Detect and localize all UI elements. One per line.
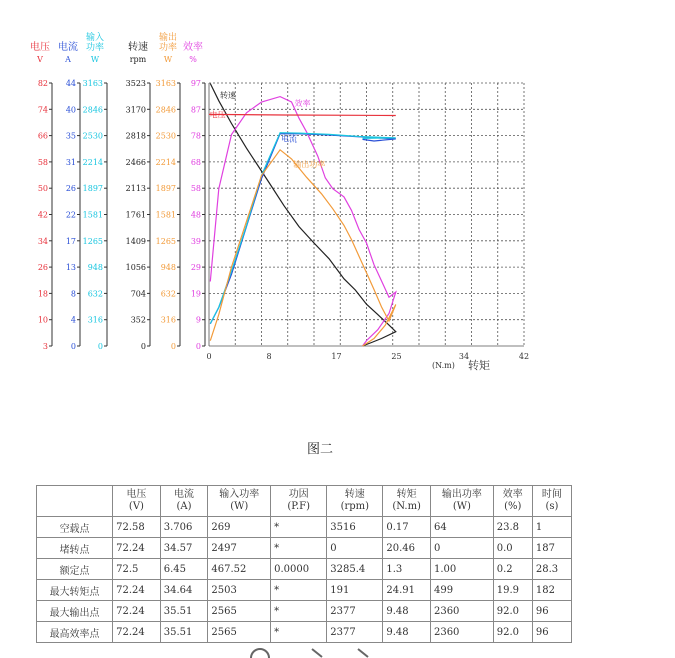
row-label: 空载点 bbox=[37, 517, 113, 538]
table-cell: 191 bbox=[327, 580, 383, 601]
axis-tick-label-output_power: 0 bbox=[170, 342, 176, 351]
column-header-name: 输出功率 bbox=[441, 489, 482, 500]
table-row bbox=[37, 538, 572, 559]
column-header-unit: (rpm) bbox=[340, 501, 370, 512]
column-header-unit: (V) bbox=[128, 501, 144, 512]
x-axis-unit: (N.m) bbox=[432, 361, 455, 370]
axis-tick-label-speed: 352 bbox=[130, 315, 146, 325]
table-cell: 0.0 bbox=[493, 538, 532, 559]
column-header-name: 转速 bbox=[344, 489, 365, 500]
axis-tick-label-current: 17 bbox=[65, 236, 76, 246]
row-label: 堵转点 bbox=[37, 538, 113, 559]
axis-tick-label-voltage: 34 bbox=[37, 236, 48, 246]
axis-tick-label-input_power: 1265 bbox=[82, 236, 103, 246]
table-cell: 1.00 bbox=[430, 559, 493, 580]
table-cell: * bbox=[271, 601, 327, 622]
axis-tick-label-efficiency: 78 bbox=[190, 131, 201, 141]
axis-tick-label-speed: 2466 bbox=[125, 157, 146, 167]
column-header bbox=[493, 486, 532, 517]
column-header bbox=[383, 486, 431, 517]
x-tick-label: 42 bbox=[518, 352, 530, 361]
table-cell: 2565 bbox=[208, 601, 271, 622]
cropped-navigation-icons bbox=[240, 644, 400, 658]
axis-tick-label-voltage: 3 bbox=[42, 342, 48, 351]
axis-tick-label-voltage: 50 bbox=[37, 184, 48, 194]
column-header-unit: (P.F) bbox=[287, 501, 310, 512]
table-cell: * bbox=[271, 538, 327, 559]
table-cell: 24.91 bbox=[383, 580, 431, 601]
table-cell: 35.51 bbox=[160, 601, 208, 622]
table-cell: 1 bbox=[532, 517, 571, 538]
x-tick-label: 0 bbox=[206, 352, 212, 361]
table-cell: 2360 bbox=[430, 601, 493, 622]
axis-tick-label-voltage: 26 bbox=[37, 263, 48, 273]
table-cell: 0.0000 bbox=[271, 559, 327, 580]
axis-title-current: 电流 bbox=[58, 42, 78, 53]
column-header-name: 电压 bbox=[126, 489, 147, 500]
table-cell: 3285.4 bbox=[327, 559, 383, 580]
series-label-current: 电流 bbox=[281, 134, 297, 144]
table-cell: 0.17 bbox=[383, 517, 431, 538]
table-cell: 9.48 bbox=[383, 622, 431, 643]
axis-tick-label-speed: 3523 bbox=[125, 79, 146, 88]
axis-tick-label-input_power: 316 bbox=[87, 315, 103, 325]
table-cell: 2497 bbox=[208, 538, 271, 559]
axis-tick-label-current: 35 bbox=[65, 131, 76, 141]
axis-tick-label-speed: 1409 bbox=[125, 236, 146, 246]
table-cell: 28.3 bbox=[532, 559, 571, 580]
axis-tick-label-efficiency: 9 bbox=[195, 315, 201, 325]
axis-tick-label-speed: 3170 bbox=[125, 105, 146, 115]
series-label-voltage: 电压 bbox=[209, 110, 226, 120]
axis-title-speed: 转速 bbox=[128, 42, 148, 53]
table-cell: 1.3 bbox=[383, 559, 431, 580]
table-cell: 23.8 bbox=[493, 517, 532, 538]
table-cell: 72.58 bbox=[113, 517, 161, 538]
table-cell: 2360 bbox=[430, 622, 493, 643]
column-header bbox=[208, 486, 271, 517]
axis-tick-label-speed: 0 bbox=[140, 342, 146, 351]
axis-tick-label-speed: 1056 bbox=[125, 263, 146, 273]
table-cell: 35.51 bbox=[160, 622, 208, 643]
table-cell: 19.9 bbox=[493, 580, 532, 601]
axis-tick-label-efficiency: 58 bbox=[190, 184, 201, 194]
axis-tick-label-output_power: 2846 bbox=[155, 105, 176, 115]
series-label-efficiency: 效率 bbox=[294, 98, 311, 108]
axis-tick-label-current: 8 bbox=[70, 289, 76, 299]
table-body bbox=[37, 517, 572, 643]
table-cell: 92.0 bbox=[493, 622, 532, 643]
axis-tick-label-speed: 2113 bbox=[125, 184, 146, 194]
column-header-name: 时间 bbox=[541, 489, 562, 500]
table-cell: 92.0 bbox=[493, 601, 532, 622]
row-label: 最大转矩点 bbox=[37, 580, 113, 601]
column-header bbox=[430, 486, 493, 517]
axis-tick-label-voltage: 42 bbox=[37, 210, 48, 220]
axis-tick-label-output_power: 1897 bbox=[155, 184, 176, 194]
axis-title-output_power: 功率 bbox=[158, 43, 178, 53]
axis-tick-label-current: 26 bbox=[65, 184, 76, 194]
table-row bbox=[37, 559, 572, 580]
axis-tick-label-speed: 704 bbox=[130, 289, 146, 299]
column-header bbox=[271, 486, 327, 517]
axis-tick-label-output_power: 2214 bbox=[155, 157, 176, 167]
axis-tick-label-voltage: 58 bbox=[37, 157, 48, 167]
column-header-name: 功因 bbox=[288, 489, 309, 500]
axis-tick-label-efficiency: 97 bbox=[190, 79, 201, 88]
axis-tick-label-voltage: 82 bbox=[37, 79, 48, 88]
axis-tick-label-input_power: 2214 bbox=[82, 157, 103, 167]
axis-tick-label-input_power: 2530 bbox=[82, 131, 103, 141]
table-cell: 0 bbox=[430, 538, 493, 559]
table-cell: * bbox=[271, 580, 327, 601]
row-label: 额定点 bbox=[37, 559, 113, 580]
axis-unit-input_power: W bbox=[90, 55, 100, 64]
axis-tick-label-input_power: 948 bbox=[87, 263, 103, 273]
axis-title-input_power: 输入 bbox=[85, 33, 105, 43]
column-header-unit: (A) bbox=[176, 501, 192, 512]
axis-tick-label-current: 0 bbox=[70, 342, 76, 351]
table-row bbox=[37, 622, 572, 643]
axis-unit-output_power: W bbox=[163, 55, 173, 64]
figure-caption: 图二 bbox=[306, 442, 333, 457]
column-header-unit: (N.m) bbox=[392, 501, 421, 512]
column-header-unit: (W) bbox=[452, 501, 471, 512]
axis-tick-label-output_power: 632 bbox=[160, 289, 176, 299]
axis-unit-voltage: V bbox=[37, 55, 43, 64]
column-header-unit: (s) bbox=[545, 501, 559, 512]
axis-tick-label-efficiency: 48 bbox=[190, 210, 201, 220]
x-tick-label: 34 bbox=[458, 352, 470, 361]
column-header bbox=[160, 486, 208, 517]
table-cell: 96 bbox=[532, 601, 571, 622]
axis-tick-label-current: 4 bbox=[70, 315, 76, 325]
axis-tick-label-efficiency: 19 bbox=[190, 289, 201, 299]
table-row bbox=[37, 517, 572, 538]
column-header-unit: (%) bbox=[504, 501, 522, 512]
table-cell: 72.24 bbox=[113, 601, 161, 622]
column-header bbox=[37, 486, 113, 517]
axis-tick-label-current: 44 bbox=[65, 79, 76, 88]
table-cell: 6.45 bbox=[160, 559, 208, 580]
axis-tick-label-efficiency: 0 bbox=[195, 342, 201, 351]
axis-tick-label-input_power: 0 bbox=[97, 342, 103, 351]
column-header-name: 电流 bbox=[174, 489, 195, 500]
table-cell: 467.52 bbox=[208, 559, 271, 580]
row-label: 最大输出点 bbox=[37, 601, 113, 622]
column-header bbox=[327, 486, 383, 517]
x-axis-label: 转矩 bbox=[468, 359, 490, 372]
axis-tick-label-current: 22 bbox=[65, 210, 76, 220]
table-cell: 34.64 bbox=[160, 580, 208, 601]
x-tick-label: 25 bbox=[391, 352, 402, 361]
x-tick-label: 8 bbox=[266, 352, 272, 361]
table-cell: 2377 bbox=[327, 601, 383, 622]
table-cell: 0 bbox=[327, 538, 383, 559]
table-header-row bbox=[37, 486, 572, 517]
table-cell: 72.24 bbox=[113, 538, 161, 559]
axis-tick-label-speed: 2818 bbox=[125, 131, 146, 141]
series-line-voltage bbox=[209, 114, 396, 115]
axis-tick-label-input_power: 2846 bbox=[82, 105, 103, 115]
table-cell: * bbox=[271, 622, 327, 643]
axis-title-input_power: 功率 bbox=[85, 43, 105, 53]
table-cell: 9.48 bbox=[383, 601, 431, 622]
table-cell: 2503 bbox=[208, 580, 271, 601]
table-cell: * bbox=[271, 517, 327, 538]
axis-tick-label-output_power: 2530 bbox=[155, 131, 176, 141]
axis-tick-label-voltage: 66 bbox=[37, 131, 48, 141]
table-cell: 3.706 bbox=[160, 517, 208, 538]
column-header-name: 输入功率 bbox=[219, 489, 260, 500]
axis-tick-label-efficiency: 29 bbox=[190, 263, 201, 273]
axis-tick-label-output_power: 1581 bbox=[155, 210, 176, 220]
column-header bbox=[113, 486, 161, 517]
table-cell: 34.57 bbox=[160, 538, 208, 559]
axis-tick-label-current: 13 bbox=[65, 263, 76, 273]
axis-tick-label-speed: 1761 bbox=[125, 210, 146, 220]
axis-tick-label-current: 31 bbox=[65, 157, 76, 167]
column-header bbox=[532, 486, 571, 517]
table-cell: 2377 bbox=[327, 622, 383, 643]
axis-tick-label-input_power: 1897 bbox=[82, 184, 103, 194]
table-cell: 499 bbox=[430, 580, 493, 601]
axis-tick-label-voltage: 74 bbox=[37, 105, 48, 115]
table-cell: 0.2 bbox=[493, 559, 532, 580]
axis-title-efficiency: 效率 bbox=[183, 42, 203, 53]
axis-unit-speed: rpm bbox=[129, 55, 147, 64]
table-cell: 3516 bbox=[327, 517, 383, 538]
table-cell: 96 bbox=[532, 622, 571, 643]
axis-tick-label-efficiency: 87 bbox=[190, 105, 201, 115]
table-cell: 269 bbox=[208, 517, 271, 538]
axis-tick-label-efficiency: 39 bbox=[190, 236, 201, 246]
series-label-output_power: 输出功率 bbox=[293, 159, 326, 169]
table-cell: 72.24 bbox=[113, 580, 161, 601]
table-cell: 64 bbox=[430, 517, 493, 538]
column-header-unit: (W) bbox=[230, 501, 249, 512]
table-row bbox=[37, 601, 572, 622]
axis-tick-label-output_power: 316 bbox=[160, 315, 176, 325]
axis-unit-current: A bbox=[65, 55, 71, 64]
table-cell: 187 bbox=[532, 538, 571, 559]
axis-tick-label-output_power: 3163 bbox=[155, 79, 176, 88]
table-cell: 20.46 bbox=[383, 538, 431, 559]
axis-title-output_power: 输出 bbox=[158, 33, 178, 43]
row-label: 最高效率点 bbox=[37, 622, 113, 643]
table-cell: 182 bbox=[532, 580, 571, 601]
series-label-speed: 转速 bbox=[219, 90, 236, 100]
axis-tick-label-voltage: 10 bbox=[37, 315, 48, 325]
axis-unit-efficiency: % bbox=[189, 55, 197, 64]
performance-table bbox=[36, 485, 572, 643]
axis-tick-label-current: 40 bbox=[65, 105, 76, 115]
axis-tick-label-input_power: 1581 bbox=[82, 210, 103, 220]
table-cell: 72.5 bbox=[113, 559, 161, 580]
table-cell: 2565 bbox=[208, 622, 271, 643]
axis-tick-label-voltage: 18 bbox=[37, 289, 48, 299]
axis-tick-label-output_power: 1265 bbox=[155, 236, 176, 246]
table-cell: 72.24 bbox=[113, 622, 161, 643]
axis-tick-label-output_power: 948 bbox=[160, 263, 176, 273]
axis-tick-label-input_power: 632 bbox=[87, 289, 103, 299]
x-tick-label: 17 bbox=[331, 352, 342, 361]
table-row bbox=[37, 580, 572, 601]
column-header-name: 转矩 bbox=[396, 489, 417, 500]
axis-title-voltage: 电压 bbox=[30, 42, 50, 53]
axis-tick-label-input_power: 3163 bbox=[82, 79, 103, 88]
axis-tick-label-efficiency: 68 bbox=[190, 157, 201, 167]
column-header-name: 效率 bbox=[502, 489, 523, 500]
